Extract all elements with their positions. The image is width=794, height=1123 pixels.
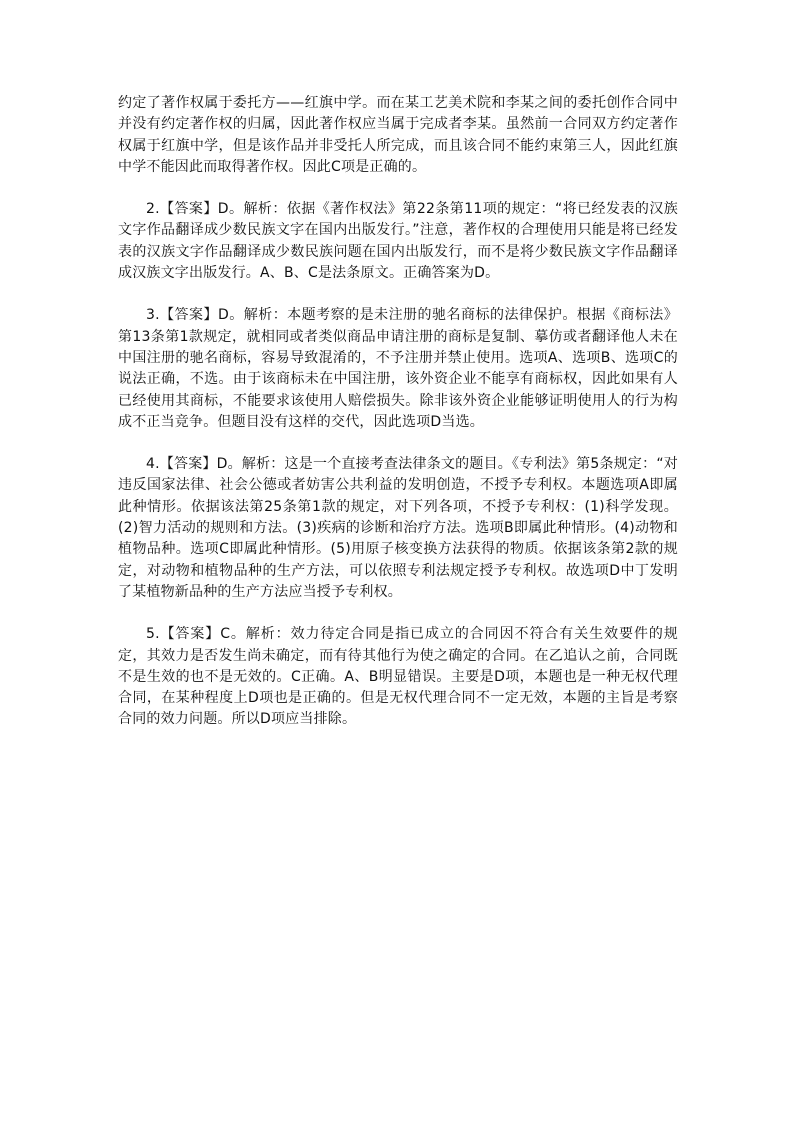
answer-2-paragraph: 2.【答案】D。解析：依据《著作权法》第22条第11项的规定：“将已经发表的汉族文字作品翻译成少数民族文字在国内出版发行。”注意，著作权的合理使用只能是将已经发表的汉族文字作品翻译成少数民族问题在国内出版发行，而不是将少数民族文字作品翻译成汉族文字出版发行。A、B、C是法条原文。正确答案为D。 — [118, 201, 678, 282]
answer-4-paragraph: 4.【答案】D。解析：这是一个直接考查法律条文的题目。《专利法》第5条规定：“对违反国家法律、社会公德或者妨害公共利益的发明创造，不授予专利权。本题选项A即属此种情形。依据该法第25条第1款的规定，对下列各项，不授予专利权：(1)科学发现。(2)智力活动的规则和方法。(3)疾病的诊断和治疗方法。选项B即属此种情形。(4)动物和植物品种。选项C即属此种情形。(5)用原子核变换方法获得的物质。依据该条第2款的规定，对动物和植物品种的生产方法，可以依照专利法规定授予专利权。故选项D中丁发明了某植物新品种的生产方法应当授予专利权。 — [118, 456, 678, 600]
document-page — [118, 93, 678, 731]
paragraph-continuation: 约定了著作权属于委托方——红旗中学。而在某工艺美术院和李某之间的委托创作合同中并没有约定著作权的归属，因此著作权应当属于完成者李某。虽然前一合同双方约定著作权属于红旗中学，但是该作品并非受托人所完成，而且该合同不能约束第三人，因此红旗中学不能因此而取得著作权。因此C项是正确的。 — [118, 95, 678, 175]
paragraph-gap — [118, 433, 678, 454]
answer-5-paragraph: 5.【答案】C。解析：效力待定合同是指已成立的合同因不符合有关生效要件的规定，其效力是否发生尚未确定，而有待其他行为使之确定的合同。在乙追认之前，合同既不是生效的也不是无效的。C正确。A、B明显错误。主要是D项，本题也是一种无权代理合同，在某种程度上D项也是正确的。但是无权代理合同不一定无效，本题的主旨是考察合同的效力问题。所以D项应当排除。 — [118, 626, 678, 728]
paragraph-gap — [118, 178, 678, 199]
paragraph-gap — [118, 603, 678, 624]
answer-3-paragraph: 3.【答案】D。解析：本题考察的是未注册的驰名商标的法律保护。根据《商标法》第13条第1款规定，就相同或者类似商品申请注册的商标是复制、摹仿或者翻译他人未在中国注册的驰名商标，容易导致混淆的，不予注册并禁止使用。选项A、选项B、选项C的说法正确，不选。由于该商标未在中国注册，该外资企业不能享有商标权，因此如果有人已经使用其商标，不能要求该使用人赔偿损失。除非该外资企业能够证明使用人的行为构成不正当竞争。但题目没有这样的交代，因此选项D当选。 — [118, 307, 678, 430]
paragraph-gap — [118, 284, 678, 305]
